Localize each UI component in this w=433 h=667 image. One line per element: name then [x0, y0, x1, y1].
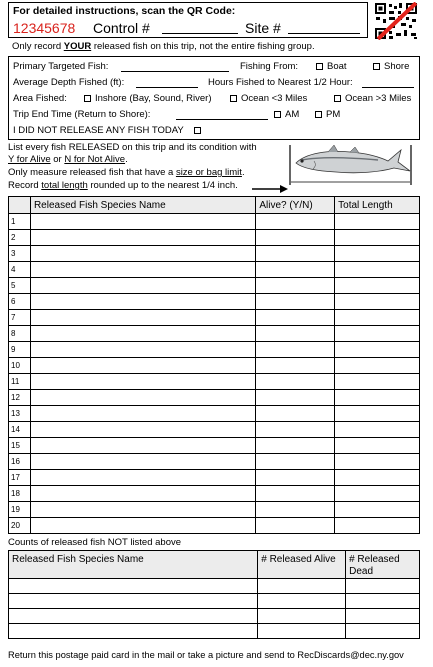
ocean-near-checkbox[interactable]: [230, 95, 237, 102]
instructions-line-2: [8, 155, 128, 165]
table-row: [9, 230, 420, 246]
counts-alive-header: # Released Alive: [258, 551, 346, 579]
species-cell[interactable]: [30, 310, 255, 326]
alive-cell[interactable]: [256, 342, 335, 358]
footer-email[interactable]: RecDiscards@dec.ny.gov: [297, 650, 404, 660]
length-cell[interactable]: [335, 262, 420, 278]
notice-suffix: released fish on this trip, not the entire fishing group.: [91, 41, 315, 52]
species-cell[interactable]: [30, 294, 255, 310]
table-row: [9, 278, 420, 294]
alive-cell[interactable]: [256, 390, 335, 406]
area-ocean-far[interactable]: [334, 94, 411, 104]
length-cell[interactable]: [335, 470, 420, 486]
length-cell[interactable]: [335, 214, 420, 230]
alive-code: Y for Alive: [8, 154, 51, 165]
row-number: 20: [9, 518, 31, 534]
alive-cell[interactable]: [256, 518, 335, 534]
length-cell[interactable]: [335, 246, 420, 262]
length-header: Total Length: [335, 197, 420, 214]
species-cell[interactable]: [30, 390, 255, 406]
or-word: or: [50, 154, 65, 165]
row-number-header: [9, 197, 31, 214]
counts-alive-cell[interactable]: [258, 579, 346, 594]
species-cell[interactable]: [30, 342, 255, 358]
alive-cell[interactable]: [256, 294, 335, 310]
alive-cell[interactable]: [256, 278, 335, 294]
arrow-icon: [252, 181, 288, 191]
alive-cell[interactable]: [256, 422, 335, 438]
inshore-label: Inshore (Bay, Sound, River): [95, 93, 212, 104]
length-cell[interactable]: [335, 342, 420, 358]
row-number: 8: [9, 326, 31, 342]
alive-cell[interactable]: [256, 454, 335, 470]
table-row: [9, 214, 420, 230]
alive-cell[interactable]: [256, 470, 335, 486]
alive-cell[interactable]: [256, 262, 335, 278]
notice-emphasis: YOUR: [63, 41, 92, 52]
total-length-term: total length: [41, 180, 88, 191]
length-cell[interactable]: [335, 374, 420, 390]
row-number: 19: [9, 502, 31, 518]
line4-prefix: Record: [8, 180, 42, 191]
counts-table: [8, 550, 420, 639]
ocean-near-label: Ocean <3 Miles: [241, 93, 308, 104]
row-number: 18: [9, 486, 31, 502]
ocean-far-label: Ocean >3 Miles: [345, 93, 412, 104]
row-number: 12: [9, 390, 31, 406]
control-field[interactable]: [162, 33, 238, 34]
species-cell[interactable]: [30, 326, 255, 342]
table-row: [9, 454, 420, 470]
line3-period: .: [241, 167, 245, 178]
length-cell[interactable]: [335, 486, 420, 502]
alive-cell[interactable]: [256, 406, 335, 422]
species-cell[interactable]: [30, 518, 255, 534]
species-cell[interactable]: [30, 486, 255, 502]
boat-checkbox[interactable]: [316, 63, 323, 70]
species-cell[interactable]: [30, 246, 255, 262]
end-time-field[interactable]: [176, 119, 268, 120]
counts-alive-cell[interactable]: [258, 609, 346, 624]
counts-alive-cell[interactable]: [258, 624, 346, 639]
counts-row: [9, 579, 420, 594]
alive-cell[interactable]: [256, 358, 335, 374]
species-cell[interactable]: [30, 214, 255, 230]
length-cell[interactable]: [335, 454, 420, 470]
area-ocean-near[interactable]: [230, 94, 307, 104]
alive-cell[interactable]: [256, 310, 335, 326]
pm-checkbox[interactable]: [315, 111, 322, 118]
counts-species-cell[interactable]: [9, 594, 258, 609]
length-cell[interactable]: [335, 406, 420, 422]
row-number: 11: [9, 374, 31, 390]
table-row: [9, 262, 420, 278]
species-cell[interactable]: [30, 454, 255, 470]
counts-dead-header: # Released Dead: [346, 551, 420, 579]
line4-suffix: rounded up to the nearest 1/4 inch.: [87, 180, 238, 191]
alive-cell[interactable]: [256, 326, 335, 342]
table-row: [9, 502, 420, 518]
species-cell[interactable]: [30, 422, 255, 438]
length-cell[interactable]: [335, 422, 420, 438]
instructions-line-1: List every fish RELEASED on this trip and its condition with: [8, 142, 257, 153]
line3-prefix: Only measure released fish that have a: [8, 167, 176, 178]
counts-species-header: Released Fish Species Name: [9, 551, 258, 579]
avg-depth-field[interactable]: [136, 87, 198, 88]
length-cell[interactable]: [335, 326, 420, 342]
qr-code[interactable]: [374, 2, 418, 40]
table-row: [9, 358, 420, 374]
row-number: 1: [9, 214, 31, 230]
released-fish-table: [8, 196, 420, 534]
species-cell[interactable]: [30, 502, 255, 518]
counts-title: Counts of released fish NOT listed above: [8, 537, 182, 548]
table-row: [9, 246, 420, 262]
length-cell[interactable]: [335, 502, 420, 518]
area-inshore[interactable]: [84, 94, 212, 104]
end-time-label: Trip End Time (Return to Shore):: [13, 109, 151, 120]
counts-species-cell[interactable]: [9, 624, 258, 639]
row-number: 16: [9, 454, 31, 470]
shore-checkbox[interactable]: [373, 63, 380, 70]
species-cell[interactable]: [30, 406, 255, 422]
row-number: 14: [9, 422, 31, 438]
primary-fish-label: Primary Targeted Fish:: [13, 61, 109, 72]
counts-species-cell[interactable]: [9, 609, 258, 624]
length-cell[interactable]: [335, 230, 420, 246]
alive-cell[interactable]: [256, 438, 335, 454]
hours-field[interactable]: [362, 87, 414, 88]
counts-alive-cell[interactable]: [258, 594, 346, 609]
site-field[interactable]: [288, 33, 360, 34]
notice-prefix: Only record: [12, 41, 64, 52]
am-label: AM: [285, 109, 300, 120]
boat-label: Boat: [327, 61, 347, 72]
alive-cell[interactable]: [256, 230, 335, 246]
alive-cell[interactable]: [256, 486, 335, 502]
not-alive-code: N for Not Alive: [64, 154, 126, 165]
qr-instructions: For detailed instructions, scan the QR Code:: [13, 5, 236, 17]
row-number: 9: [9, 342, 31, 358]
table-row: [9, 438, 420, 454]
length-cell[interactable]: [335, 358, 420, 374]
fishing-from-label: Fishing From:: [240, 61, 299, 72]
area-label: Area Fished:: [13, 93, 67, 104]
fish-measure-illustration: [288, 141, 420, 189]
pm-label: PM: [326, 109, 341, 120]
table-row: [9, 342, 420, 358]
size-limit: size or bag limit: [175, 167, 242, 178]
time-am[interactable]: [274, 110, 299, 120]
alive-cell[interactable]: [256, 246, 335, 262]
no-release-checkbox[interactable]: [194, 127, 201, 134]
row-number: 6: [9, 294, 31, 310]
table-row: [9, 326, 420, 342]
length-cell[interactable]: [335, 294, 420, 310]
footer-text: [8, 651, 404, 660]
counts-dead-cell[interactable]: [346, 609, 420, 624]
alive-cell[interactable]: [256, 502, 335, 518]
row-number: 3: [9, 246, 31, 262]
primary-fish-field[interactable]: [121, 71, 229, 72]
table-row: [9, 374, 420, 390]
counts-dead-cell[interactable]: [346, 624, 420, 639]
alive-cell[interactable]: [256, 214, 335, 230]
time-pm[interactable]: [315, 110, 340, 120]
counts-row: [9, 624, 420, 639]
row-number: 13: [9, 406, 31, 422]
row-number: 2: [9, 230, 31, 246]
length-cell[interactable]: [335, 310, 420, 326]
avg-depth-label: Average Depth Fished (ft):: [13, 77, 125, 88]
card-id: 12345678: [13, 20, 76, 36]
inshore-checkbox[interactable]: [84, 95, 91, 102]
alive-header: Alive? (Y/N): [256, 197, 335, 214]
site-label: Site #: [245, 20, 281, 36]
hours-label: Hours Fished to Nearest 1/2 Hour:: [208, 77, 353, 88]
counts-species-cell[interactable]: [9, 579, 258, 594]
table-row: [9, 518, 420, 534]
am-checkbox[interactable]: [274, 111, 281, 118]
ocean-far-checkbox[interactable]: [334, 95, 341, 102]
no-release-label: I DID NOT RELEASE ANY FISH TODAY: [13, 125, 184, 136]
counts-dead-cell[interactable]: [346, 579, 420, 594]
length-cell[interactable]: [335, 390, 420, 406]
row-number: 10: [9, 358, 31, 374]
counts-row: [9, 594, 420, 609]
length-cell[interactable]: [335, 518, 420, 534]
fishing-from-boat[interactable]: [316, 62, 347, 72]
table-row: [9, 470, 420, 486]
species-cell[interactable]: [30, 358, 255, 374]
length-cell[interactable]: [335, 438, 420, 454]
row-number: 4: [9, 262, 31, 278]
species-cell[interactable]: [30, 278, 255, 294]
footer-instructions: Return this postage paid card in the mail or take a picture and send to: [8, 650, 295, 660]
table-row: [9, 486, 420, 502]
control-label: Control #: [93, 20, 150, 36]
table-row: [9, 310, 420, 326]
table-row: [9, 390, 420, 406]
period: .: [125, 154, 128, 165]
table-row: [9, 406, 420, 422]
table-row: [9, 294, 420, 310]
counts-row: [9, 609, 420, 624]
fishing-from-shore[interactable]: [373, 62, 409, 72]
species-cell[interactable]: [30, 438, 255, 454]
record-notice: [12, 42, 315, 52]
row-number: 17: [9, 470, 31, 486]
row-number: 7: [9, 310, 31, 326]
length-cell[interactable]: [335, 278, 420, 294]
alive-cell[interactable]: [256, 374, 335, 390]
species-cell[interactable]: [30, 262, 255, 278]
species-cell[interactable]: [30, 374, 255, 390]
species-header: Released Fish Species Name: [30, 197, 255, 214]
species-cell[interactable]: [30, 470, 255, 486]
no-release-option[interactable]: [13, 126, 205, 136]
instructions-line-3: [8, 168, 245, 178]
instructions-line-4: [8, 181, 238, 191]
table-row: [9, 422, 420, 438]
counts-dead-cell[interactable]: [346, 594, 420, 609]
species-cell[interactable]: [30, 230, 255, 246]
row-number: 15: [9, 438, 31, 454]
shore-label: Shore: [384, 61, 410, 72]
row-number: 5: [9, 278, 31, 294]
